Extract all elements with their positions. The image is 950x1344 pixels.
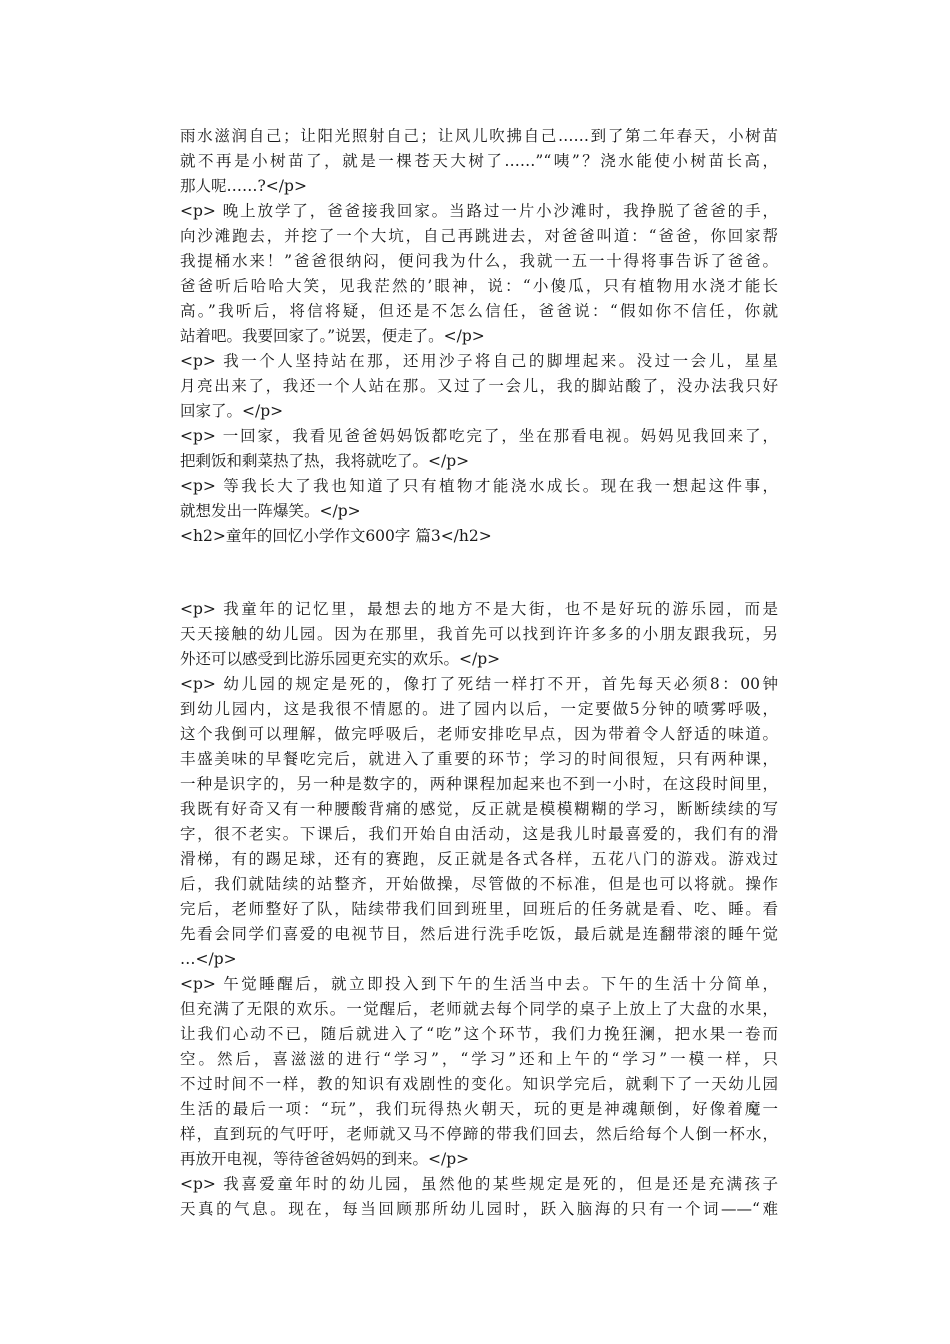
- text-line: 但充满了无限的欢乐。一觉醒后，老师就去每个同学的桌子上放上了大盘的水果，: [180, 1000, 778, 1018]
- text-line: 外还可以感受到比游乐园更充实的欢乐。</p>: [180, 650, 501, 668]
- text-line: 到幼儿园内，这是我很不情愿的。进了园内以后，一定要做5分钟的喷雾呼吸，: [180, 700, 778, 718]
- text-line: 就不再是小树苗了，就是一棵苍天大树了……”“咦”？浇水能使小树苗长高，: [180, 152, 778, 170]
- text-line: 就想发出一阵爆笑。</p>: [180, 502, 361, 520]
- text-line: 我既有好奇又有一种腰酸背痛的感觉，反正就是模模糊糊的学习，断断续续的写: [180, 800, 778, 818]
- text-line: <p> 幼儿园的规定是死的，像打了死结一样打不开，首先每天必须8：00钟: [180, 675, 778, 693]
- text-line: 向沙滩跑去，并挖了一个大坑，自己再跳进去，对爸爸叫道：“爸爸，你回家帮: [180, 227, 778, 245]
- document-page: [180, 124, 778, 1222]
- text-line: 让我们心动不已，随后就进入了“吃”这个环节，我们力挽狂澜，把水果一卷而: [180, 1025, 778, 1043]
- text-line: …</p>: [180, 950, 237, 968]
- text-line: 不过时间不一样，教的知识有戏剧性的变化。知识学完后，就剩下了一天幼儿园: [180, 1075, 778, 1093]
- text-line: 先看会同学们喜爱的电视节目，然后进行洗手吃饭，最后就是连翻带滚的睡午觉: [180, 925, 778, 943]
- text-line: 再放开电视，等待爸爸妈妈的到来。</p>: [180, 1150, 470, 1168]
- text-line: 一种是识字的，另一种是数字的，两种课程加起来也不到一小时，在这段时间里，: [180, 775, 778, 793]
- text-line: 空。然后，喜滋滋的进行“学习”，“学习”还和上午的“学习”一模一样，只: [180, 1050, 778, 1068]
- text-line: 样，直到玩的气吁吁，老师就又马不停蹄的带我们回去，然后给每个人倒一杯水，: [180, 1125, 778, 1143]
- text-line: 生活的最后一项：“玩”，我们玩得热火朝天，玩的更是神魂颠倒，好像着魔一: [180, 1100, 778, 1118]
- text-line: 那人呢……?</p>: [180, 177, 307, 195]
- text-line: <p> 我喜爱童年时的幼儿园，虽然他的某些规定是死的，但是还是充满孩子: [180, 1175, 778, 1193]
- text-line: <h2>童年的回忆小学作文600字 篇3</h2>: [180, 527, 492, 545]
- text-line: 我提桶水来！”爸爸很纳闷，便问我为什么，我就一五一十得将事告诉了爸爸。: [180, 252, 778, 270]
- text-line: 雨水滋润自己；让阳光照射自己；让风儿吹拂自己……到了第二年春天，小树苗: [180, 127, 778, 145]
- text-line: <p> 等我长大了我也知道了只有植物才能浇水成长。现在我一想起这件事，: [180, 477, 778, 495]
- text-block-1: [180, 124, 778, 549]
- text-block-2: [180, 597, 778, 1222]
- text-line: 这个我倒可以理解，做完呼吸后，老师安排吃早点，因为带着令人舒适的味道。: [180, 725, 778, 743]
- section-gap: [180, 549, 778, 597]
- text-line: 爸爸听后哈哈大笑，见我茫然的’眼神，说：“小傻瓜，只有植物用水浇才能长: [180, 277, 778, 295]
- text-line: <p> 一回家，我看见爸爸妈妈饭都吃完了，坐在那看电视。妈妈见我回来了，: [180, 427, 778, 445]
- text-line: <p> 我童年的记忆里，最想去的地方不是大街，也不是好玩的游乐园，而是: [180, 600, 778, 618]
- text-line: 丰盛美味的早餐吃完后，就进入了重要的环节；学习的时间很短，只有两种课，: [180, 750, 778, 768]
- text-line: 高。”我听后，将信将疑，但还是不怎么信任，爸爸说：“假如你不信任，你就: [180, 302, 778, 320]
- text-line: 天天接触的幼儿园。因为在那里，我首先可以找到许许多多的小朋友跟我玩，另: [180, 625, 778, 643]
- text-line: 后，我们就陆续的站整齐，开始做操，尽管做的不标准，但是也可以将就。操作: [180, 875, 778, 893]
- text-line: <p> 我一个人坚持站在那，还用沙子将自己的脚埋起来。没过一会儿，星星: [180, 352, 778, 370]
- text-line: 月亮出来了，我还一个人站在那。又过了一会儿，我的脚站酸了，没办法我只好: [180, 377, 778, 395]
- text-line: 完后，老师整好了队，陆续带我们回到班里，回班后的任务就是看、吃、睡。看: [180, 900, 778, 918]
- text-line: 滑梯，有的踢足球，还有的赛跑，反正就是各式各样，五花八门的游戏。游戏过: [180, 850, 778, 868]
- text-line: 天真的气息。现在，每当回顾那所幼儿园时，跃入脑海的只有一个词——“难: [180, 1200, 778, 1218]
- text-line: 回家了。</p>: [180, 402, 284, 420]
- text-line: 把剩饭和剩菜热了热，我将就吃了。</p>: [180, 452, 470, 470]
- text-line: <p> 晚上放学了，爸爸接我回家。当路过一片小沙滩时，我挣脱了爸爸的手，: [180, 202, 778, 220]
- text-line: <p> 午觉睡醒后，就立即投入到下午的生活当中去。下午的生活十分简单，: [180, 975, 778, 993]
- text-line: 字，很不老实。下课后，我们开始自由活动，这是我儿时最喜爱的，我们有的滑: [180, 825, 778, 843]
- text-line: 站着吧。我要回家了。”说罢，便走了。</p>: [180, 327, 485, 345]
